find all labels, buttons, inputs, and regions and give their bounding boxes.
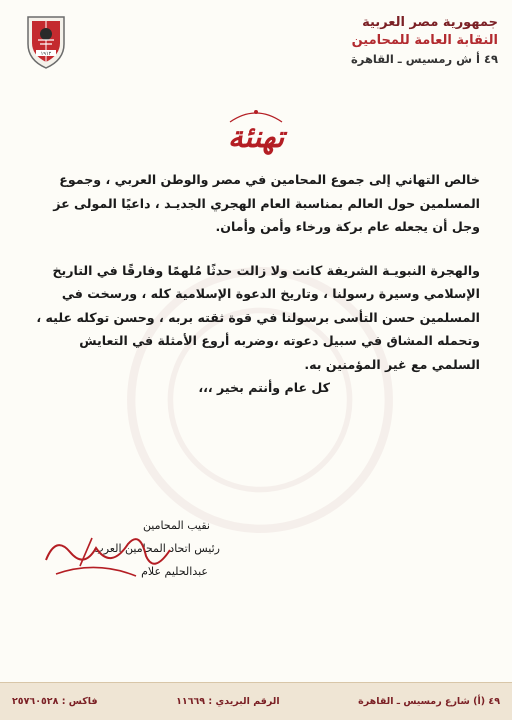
page-title: تهنئة [227,120,285,155]
bar-association-logo [24,14,68,70]
letterhead-organization: النقابة العامة للمحامين [351,33,498,48]
letter-body [36,168,480,400]
closing-line: كل عام وأنتم بخير ،،، [198,380,330,395]
paragraph-hijra: والهجرة النبويـة الشريفة كانت ولا زالت حدثًا مُلهمًا وفارقًا في التاريخ الإسلامي وسيرة رسولنا ، وتاريخ الدعوة الإسلامية كله ، ورسخت في المسلمين حسن التأسى برسولنا في قوة ثقته بربه ، وحسن توكله عليه ، وتحمله المشاق في سبيل دعوته ،وضربه أروع الأمثلة في التعايش السلمي مع غير المؤمنين به. [36,262,480,372]
footer-fax: فاكس : ٢٥٧٦٠٥٢٨ [12,696,98,707]
letterhead [298,14,498,68]
footer-postal-code: الرقم البريدي : ١١٦٦٩ [176,696,280,707]
handwritten-signature [36,530,176,584]
paragraph-greeting: خالص التهاني إلى جموع المحامين في مصر والوطن العربي ، وجموع المسلمين حول العالم بمناسبة العام الهجري الجديـد ، داعيًا المولى عز وجل أن يجعله عام بركة ورخاء وأمن وأمان. [53,172,480,234]
signature-name: عبدالحليم علام [141,565,208,578]
footer-address: ٤٩ (أ) شارع رمسيس ـ القاهرة [358,696,500,707]
letterhead-country: جمهورية مصر العربية [362,15,498,30]
letterhead-address: ٤٩ أ ش رمسيس ـ القاهرة [351,52,498,66]
logo-year: ١٩١٢ [40,51,52,57]
signature-title-2: رئيس اتحاد المحامين العرب [93,542,220,555]
signature-title-1: نقيب المحامين [142,519,210,532]
paragraph-spacer [36,239,480,259]
footer-bar [0,682,512,720]
